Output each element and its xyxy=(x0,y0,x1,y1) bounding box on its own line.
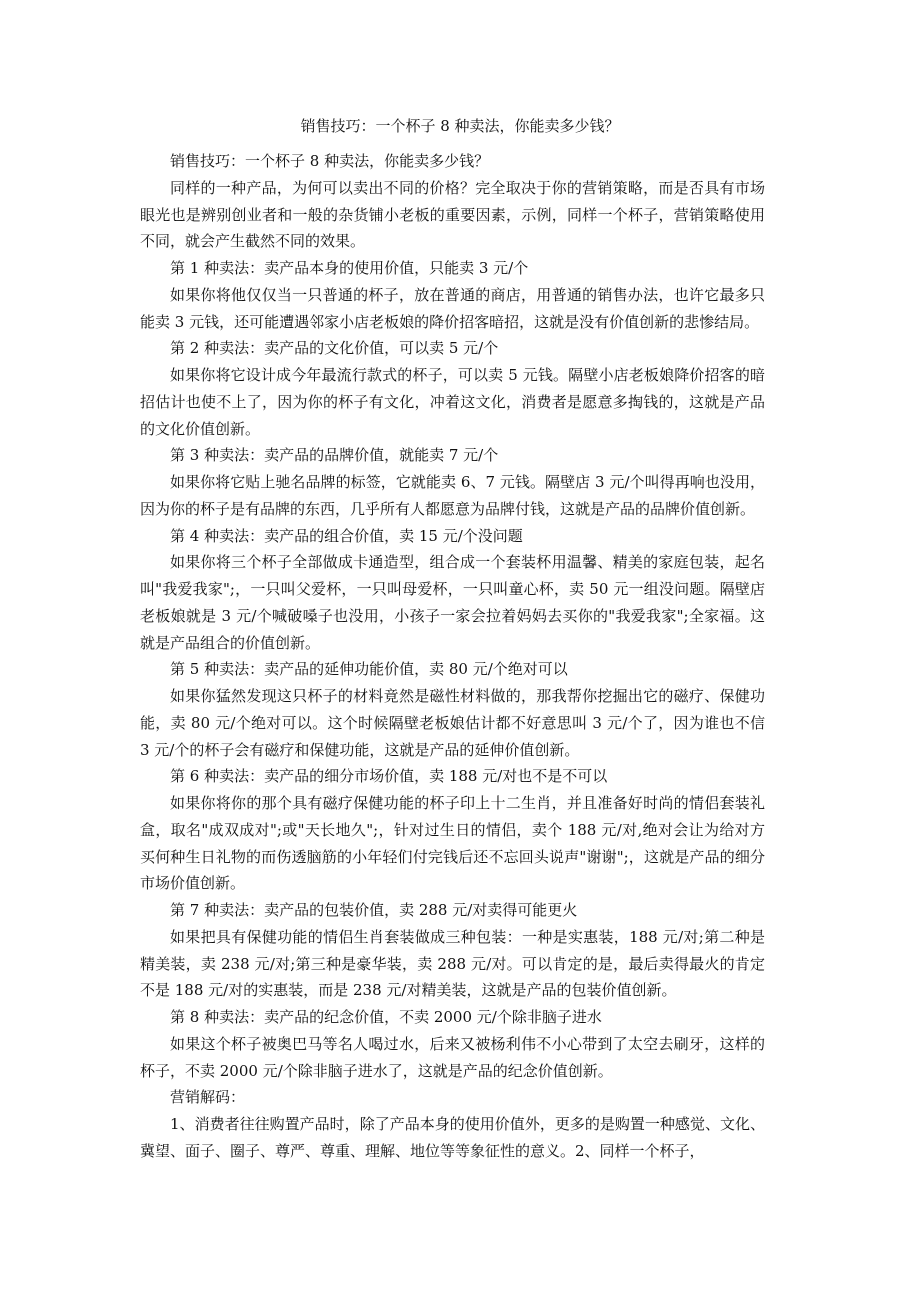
paragraph: 如果你将你的那个具有磁疗保健功能的杯子印上十二生肖，并且准备好时尚的情侣套装礼盒，取名"成双成对";或"天长地久";，针对过生日的情侣，卖个 188 元/对,绝对会让为给对方买何种生日礼物的而伤透脑筋的小年轻们付完钱后还不忘回头说声"谢谢";，这就是产品的细分市场价值创新。 xyxy=(140,794,765,893)
paragraph: 如果你将他仅仅当一只普通的杯子，放在普通的商店，用普通的销售办法，也许它最多只能卖 3 元钱，还可能遭遇邻家小店老板娘的降价招客暗招，这就是没有价值创新的悲惨结局。 xyxy=(140,285,765,331)
paragraph: 如果你将三个杯子全部做成卡通造型，组合成一个套装杯用温馨、精美的家庭包装，起名叫"我爱我家";，一只叫父爱杯，一只叫母爱杯，一只叫童心杯，卖 50 元一组没问题。隔壁店老板娘就是 3 元/个喊破嗓子也没用，小孩子一家会拉着妈妈去买你的"我爱我家";全家福。这就是产品组合的价值创新。 xyxy=(140,553,765,652)
paragraph: 如果你将它贴上驰名品牌的标签，它就能卖 6、7 元钱。隔壁店 3 元/个叫得再响也没用，因为你的杯子是有品牌的东西，几乎所有人都愿意为品牌付钱，这就是产品的品牌价值创新。 xyxy=(140,473,765,518)
paragraph: 如果你猛然发现这只杯子的材料竟然是磁性材料做的，那我帮你挖掘出它的磁疗、保健功能，卖 80 元/个绝对可以。这个时候隔壁老板娘估计都不好意思叫 3 元/个了，因为谁也不信 3 元/个的杯子会有磁疗和保健功能，这就是产品的延伸价值创新。 xyxy=(140,687,765,759)
paragraph: 第 3 种卖法：卖产品的品牌价值，就能卖 7 元/个 xyxy=(170,446,499,465)
paragraph: 第 8 种卖法：卖产品的纪念价值，不卖 2000 元/个除非脑子进水 xyxy=(170,1008,602,1026)
paragraph: 如果你将它设计成今年最流行款式的杯子，可以卖 5 元钱。隔壁小店老板娘降价招客的暗招估计也使不上了，因为你的杯子有文化，冲着这文化，消费者是愿意多掏钱的，这就是产品的文化价值创新。 xyxy=(140,366,765,438)
paragraph: 第 6 种卖法：卖产品的细分市场价值，卖 188 元/对也不是不可以 xyxy=(170,767,608,786)
paragraph: 销售技巧：一个杯子 8 种卖法，你能卖多少钱？ xyxy=(170,152,490,170)
paragraph: 第 2 种卖法：卖产品的文化价值，可以卖 5 元/个 xyxy=(170,339,499,358)
paragraph: 如果把具有保健功能的情侣生肖套装做成三种包装：一种是实惠装，188 元/对;第二种是精美装，卖 238 元/对;第三种是豪华装，卖 288 元/对。可以肯定的是，最后卖得最火的肯定不是 188 元/对的实惠装，而是 238 元/对精美装，这就是产品的包装价值创新。 xyxy=(140,927,765,1000)
paragraph: 第 4 种卖法：卖产品的组合价值，卖 15 元/个没问题 xyxy=(170,526,523,545)
document-title: 销售技巧：一个杯子 8 种卖法，你能卖多少钱？ xyxy=(300,117,620,135)
paragraph: 1、消费者往往购置产品时，除了产品本身的使用价值外，更多的是购置一种感觉、文化、冀望、面子、圈子、尊严、尊重、理解、地位等等象征性的意义。2、同样一个杯子， xyxy=(140,1115,765,1160)
paragraph: 如果这个杯子被奥巴马等名人喝过水，后来又被杨利伟不小心带到了太空去刷牙，这样的杯子，不卖 2000 元/个除非脑子进水了，这就是产品的纪念价值创新。 xyxy=(140,1034,765,1080)
paragraph: 第 5 种卖法：卖产品的延伸功能价值，卖 80 元/个绝对可以 xyxy=(170,660,568,679)
paragraph: 第 7 种卖法：卖产品的包装价值，卖 288 元/对卖得可能更火 xyxy=(170,901,578,919)
paragraph: 同样的一种产品，为何可以卖出不同的价格？完全取决于你的营销策略，而是否具有市场眼光也是辨别创业者和一般的杂货铺小老板的重要因素，示例，同样一个杯子，营销策略使用不同，就会产生截然不同的效果。 xyxy=(140,178,765,251)
paragraph: 第 1 种卖法：卖产品本身的使用价值，只能卖 3 元/个 xyxy=(170,259,529,277)
paragraph: 营销解码： xyxy=(170,1088,246,1107)
document-body xyxy=(140,148,765,1165)
